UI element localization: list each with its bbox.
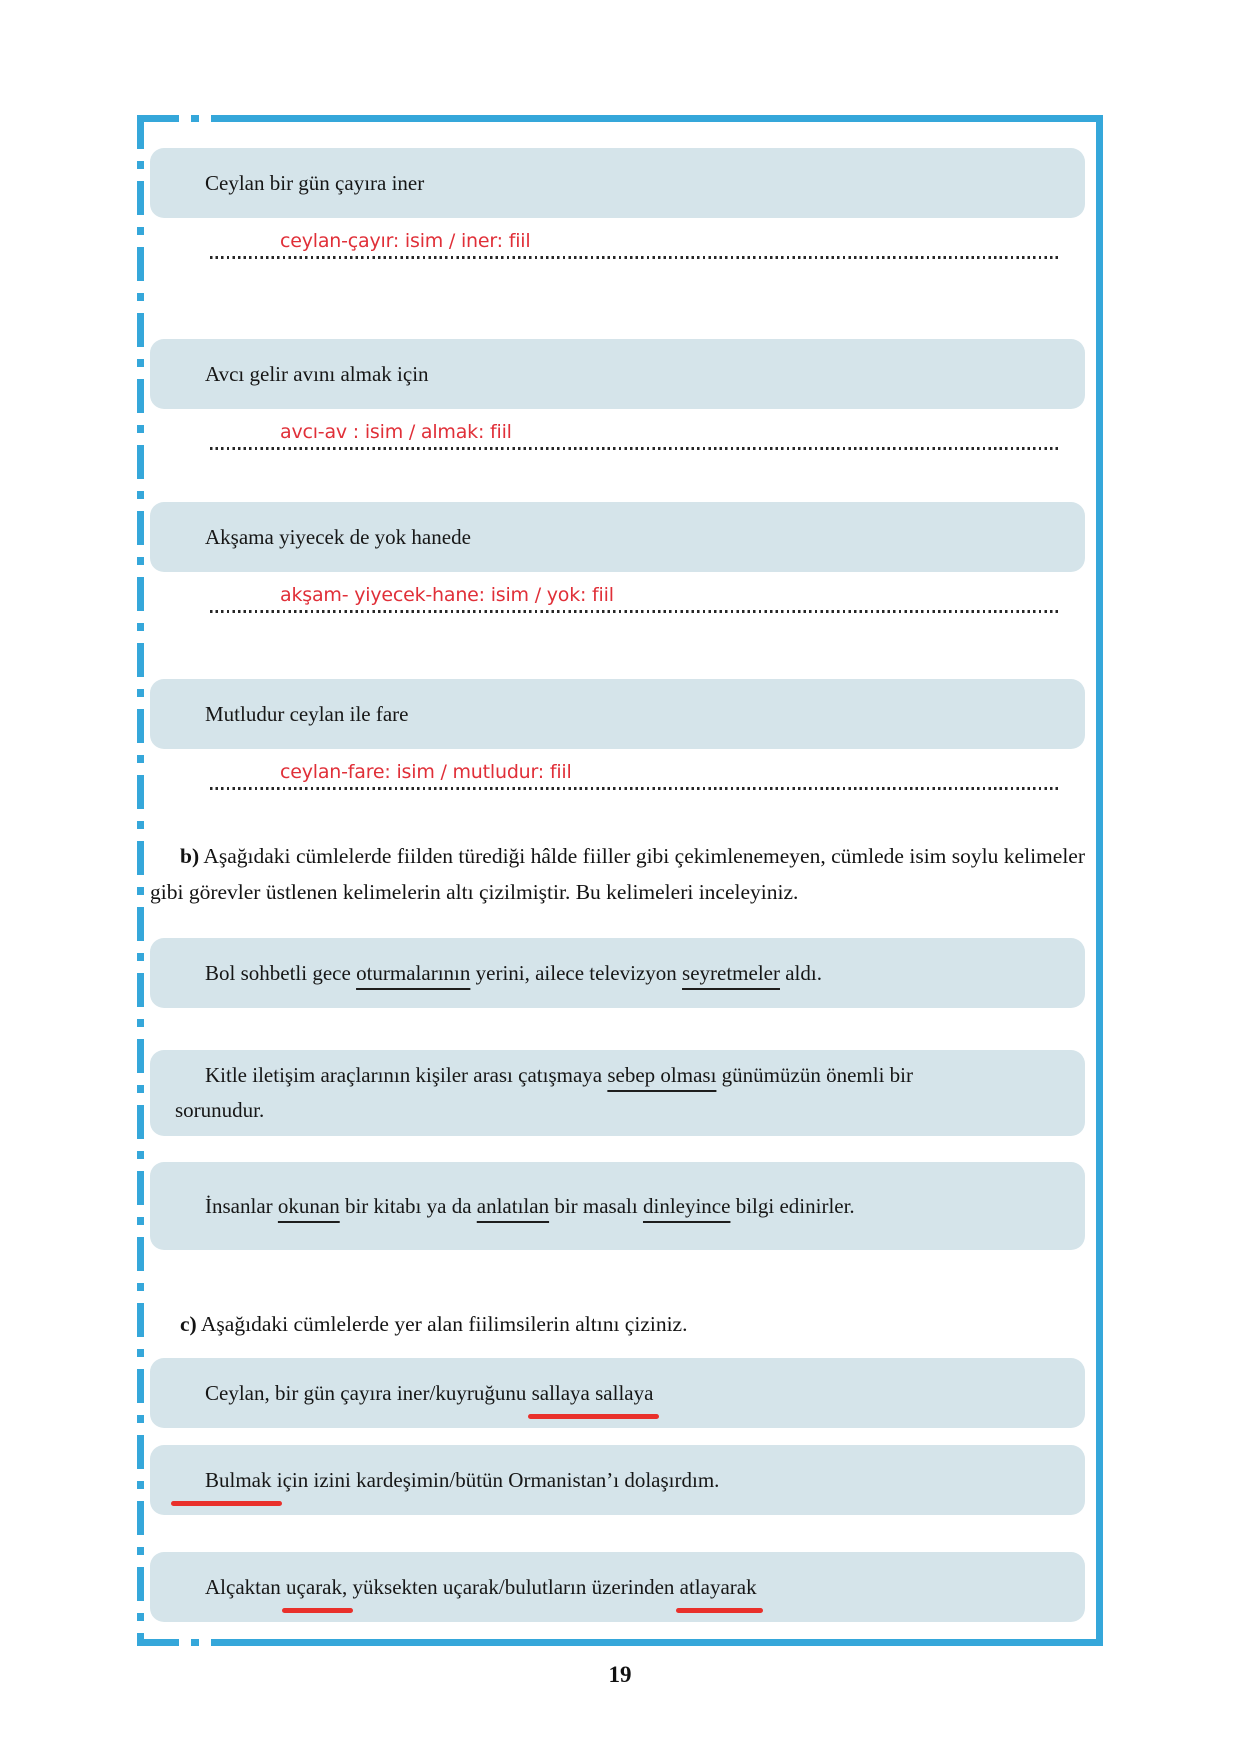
sentence-fragment: Kitle iletişim araçlarının kişiler arası çatışmaya [205,1063,608,1087]
sentence-box [150,1162,1085,1250]
sentence-box [150,339,1085,409]
section-b-instruction [150,838,1085,910]
dotted-answer-rule [210,256,1060,259]
underlined-word: seyretmeler [682,960,780,985]
dotted-answer-rule [210,610,1060,613]
sentence-box [150,1445,1085,1515]
sentence-text [175,1058,995,1128]
underlined-word: sebep olması [607,1063,717,1087]
handwritten-answer: akşam- yiyecek-hane: isim / yok: fiil [280,584,614,606]
handwritten-answer: avcı-av : isim / almak: fiil [280,421,512,443]
sentence-fragment: aldı. [779,960,822,985]
sentence-fragment: yerini, ailece televizyon [470,960,683,985]
frame-bottom-left-dashdot [137,1639,269,1646]
section-c-instruction-text: Aşağıdaki cümlelerde yer alan fiilimsilerin altını çiziniz. [200,1312,688,1336]
underlined-word: atlayarak [679,1574,757,1599]
sentence-fragment: bilgi edinirler. [730,1193,855,1218]
underlined-word: uçarak, [286,1574,348,1599]
sentence-text [175,1570,757,1605]
underlined-word: sallaya sallaya [531,1380,654,1405]
page-number: 19 [608,1662,632,1687]
sentence-text: Akşama yiyecek de yok hanede [205,524,471,549]
sentence-box [150,679,1085,749]
sentence-fragment: günümüzün önemli bir sorunudur. [175,1063,913,1122]
underlined-word: oturmalarının [356,960,471,985]
sentence-box [150,502,1085,572]
answer-line [210,421,1060,450]
section-b-label: b) [180,844,200,868]
answer-line [210,761,1060,790]
sentence-box [150,1050,1085,1136]
sentence-fragment: bir kitabı ya da [339,1193,477,1218]
sentence-box [150,1552,1085,1622]
sentence-box [150,938,1085,1008]
section-c-label: c) [180,1312,197,1336]
answer-line [210,584,1060,613]
sentence-fragment: Alçaktan [205,1574,287,1599]
section-c-instruction [150,1306,1085,1342]
sentence-text [175,1189,855,1224]
handwritten-answer: ceylan-çayır: isim / iner: fiil [280,230,531,252]
underlined-word: okunan [277,1193,340,1218]
frame-left-dashdot-border [137,115,144,1646]
sentence-text [175,1463,719,1498]
sentence-fragment: için izini kardeşimin/bütün Ormanistan’ı dolaşırdım. [271,1467,720,1492]
section-b-instruction-text: Aşağıdaki cümlelerde fiilden türediği hâlde fiiller gibi çekimlenemeyen, cümlede isim soylu kelimeler gibi görevler üstlenen kelimelerin altı çizilmiştir. Bu kelimeleri inceleyiniz. [150,844,1085,904]
sentence-text [175,1376,653,1411]
underlined-word: Bulmak [205,1467,272,1492]
sentence-fragment: bir masalı [549,1193,643,1218]
sentence-text: Mutludur ceylan ile fare [205,701,409,726]
underlined-word: anlatılan [476,1193,550,1218]
sentence-box [150,148,1085,218]
handwritten-answer: ceylan-fare: isim / mutludur: fiil [280,761,572,783]
sentence-text [175,956,822,991]
underlined-word: dinleyince [642,1193,731,1218]
sentence-fragment: Ceylan, bir gün çayıra iner/kuyruğunu [205,1380,532,1405]
worksheet-frame [137,115,1103,1646]
dotted-answer-rule [210,787,1060,790]
sentence-box [150,1358,1085,1428]
frame-top-left-dashdot [137,115,269,122]
answer-line [210,230,1060,259]
sentence-fragment: yüksekten uçarak/bulutların üzerinden [347,1574,680,1599]
sentence-fragment: İnsanlar [205,1193,278,1218]
sentence-text: Avcı gelir avını almak için [205,361,429,386]
dotted-answer-rule [210,447,1060,450]
sentence-text: Ceylan bir gün çayıra iner [205,170,425,195]
sentence-fragment: Bol sohbetli gece [205,960,357,985]
